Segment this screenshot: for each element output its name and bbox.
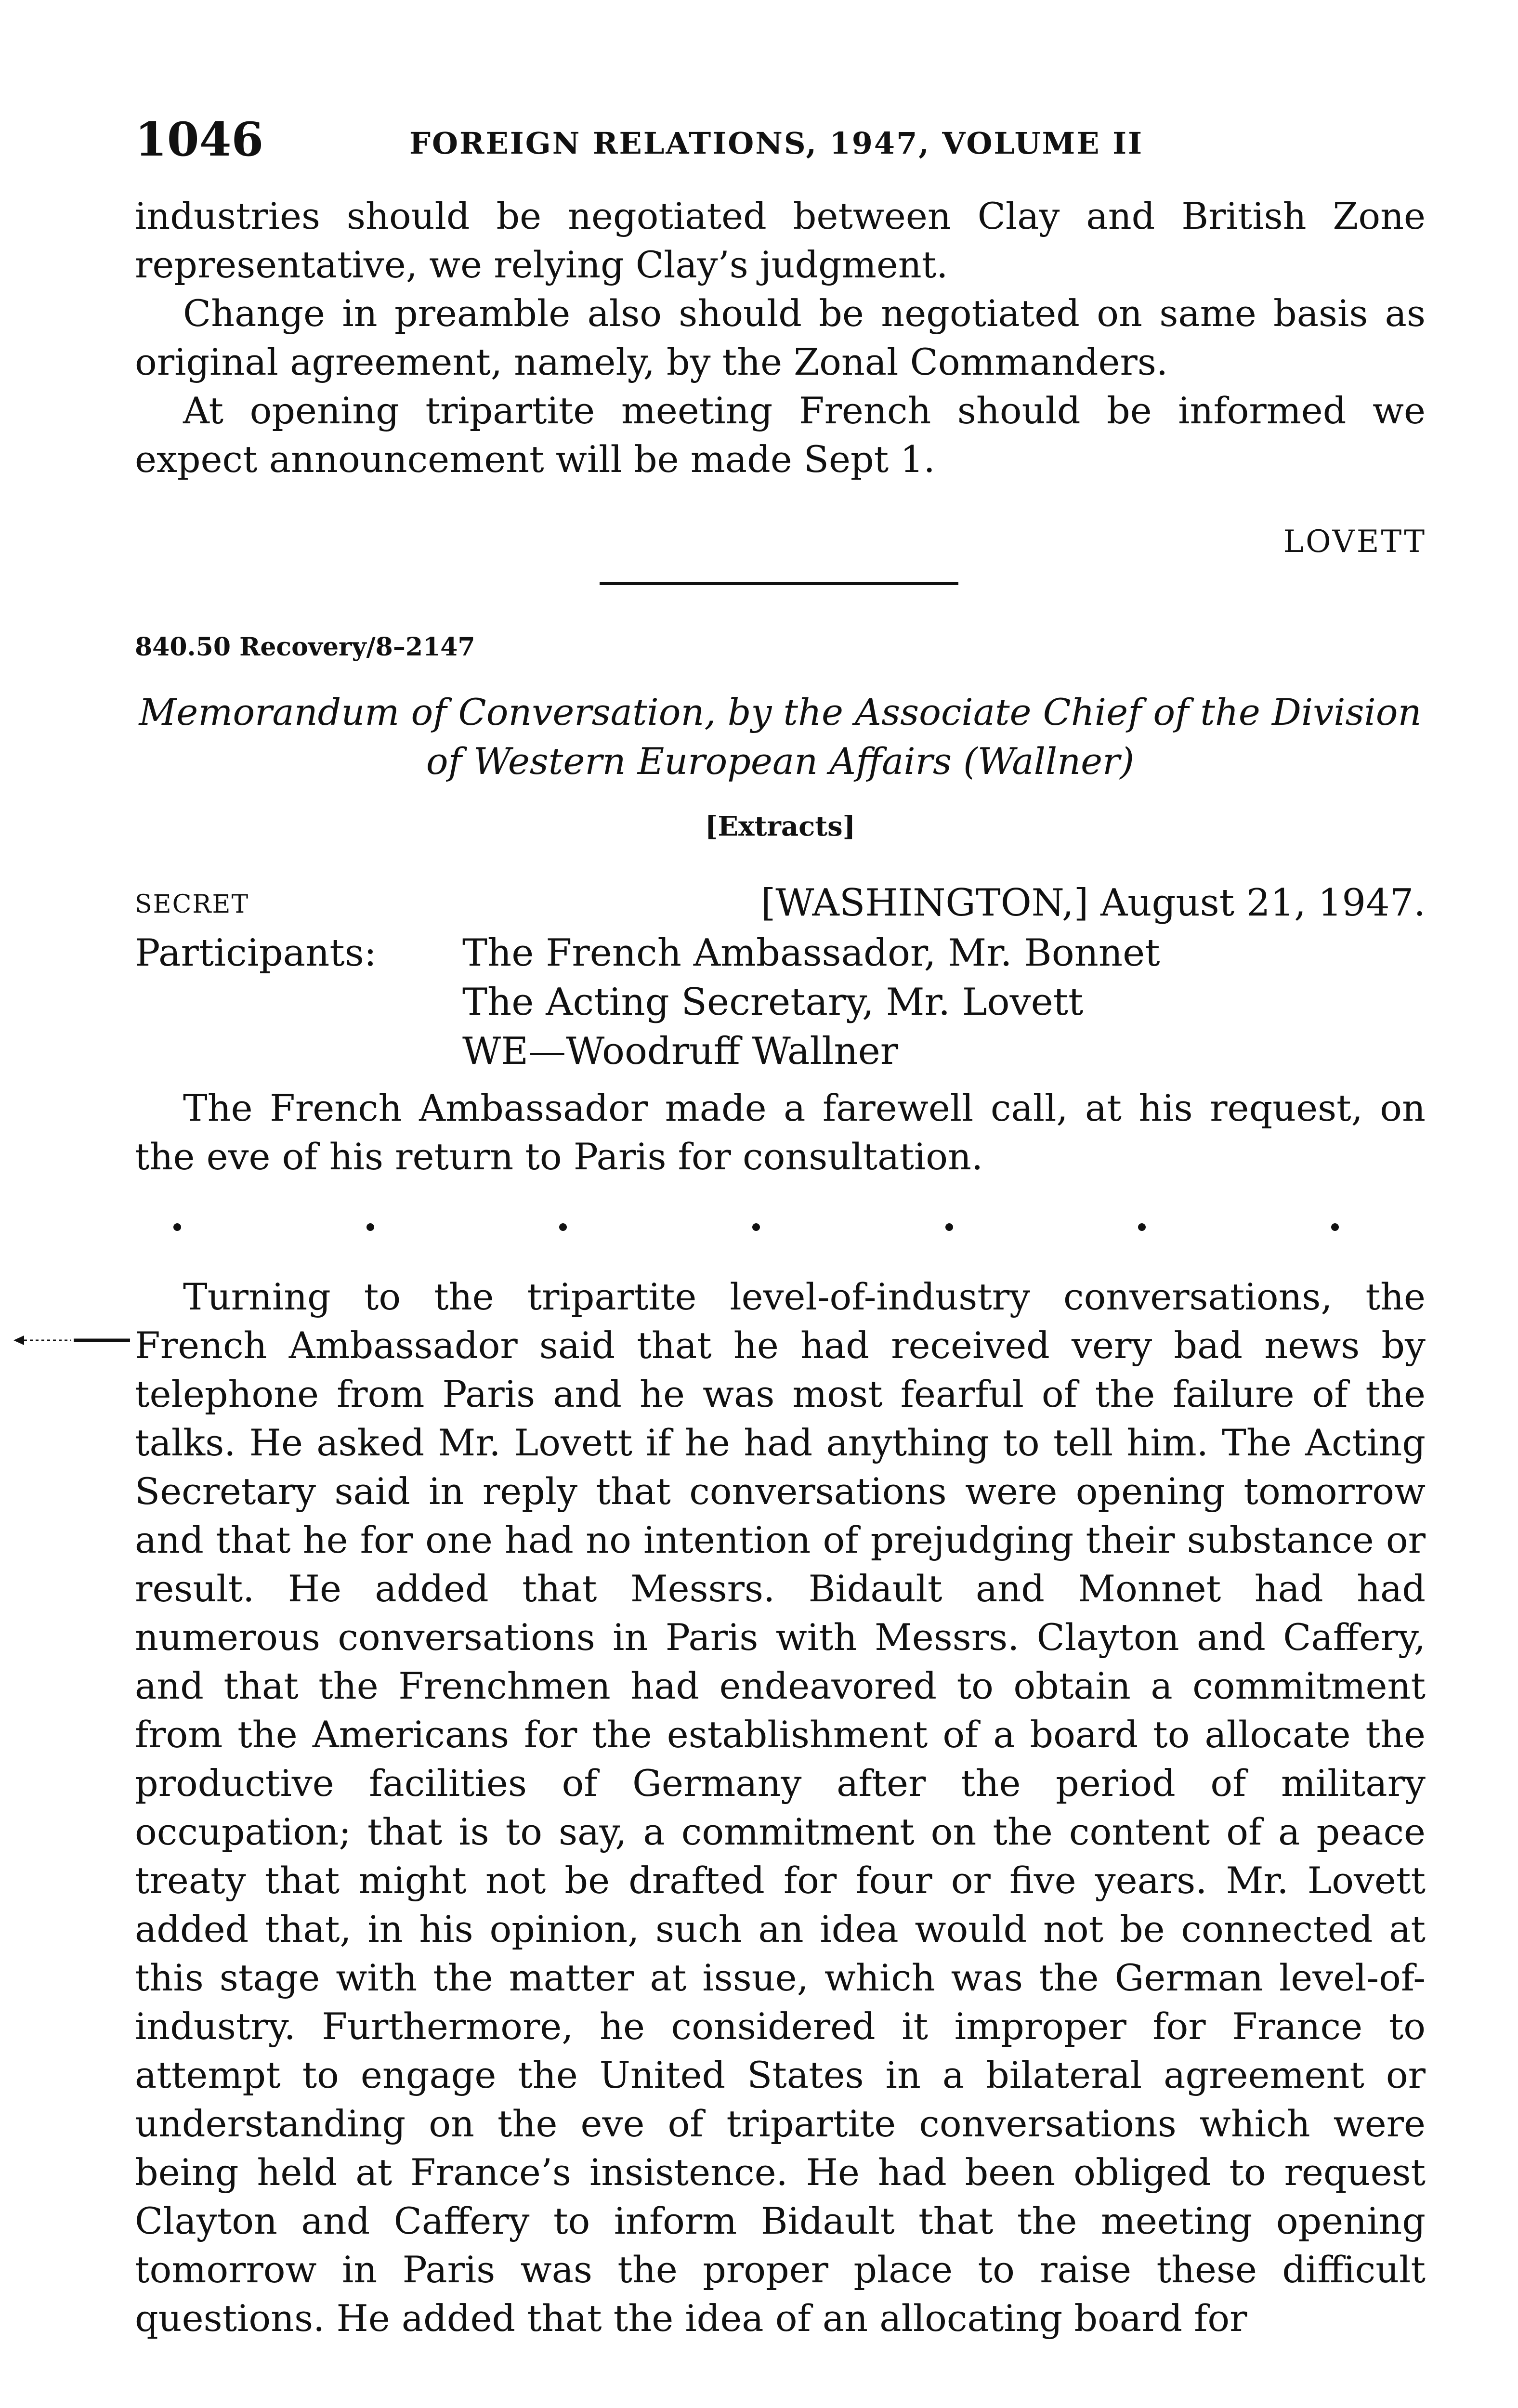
continuation-paragraph-3: At opening tripartite meeting French should be informed we expect announcement will be made Sept 1. <box>135 389 1426 481</box>
memo-title-line-2: of Western European Affairs (Wallner) <box>426 740 1135 783</box>
memo-title-line-1: Memorandum of Conversation, by the Associate Chief of the Division <box>139 691 1422 733</box>
continuation-text <box>135 192 1426 484</box>
section-divider-rule <box>600 582 958 585</box>
ellipsis-dot <box>366 1223 374 1231</box>
continuation-paragraph-1: industries should be negotiated between Clay and British Zone representative, we relying Clay’s judgment. <box>135 195 1426 286</box>
participant-item: The Acting Secretary, Mr. Lovett <box>462 981 1084 1024</box>
ellipsis-dot <box>1138 1223 1146 1231</box>
continuation-paragraph-2: Change in preamble also should be negotiated on same basis as original agreement, namely, by the Zonal Commanders. <box>135 292 1426 383</box>
main-paragraph: Turning to the tripartite level-of-industry conversations, the French Ambassador said that he had received very bad news by telephone from Paris and he was most fearful of the failure of the talks. He asked Mr. Lovett if he had anything to tell him. The Acting Secretary said in reply that conversations were opening tomorrow and that he for one had no intention of prejudging their substance or result. He added that Messrs. Bidault and Monnet had had numerous conversations in Paris with Messrs. Clayton and Caffery, and that the Frenchmen had endeavored to obtain a commitment from the Americans for the establishment of a board to allocate the productive facilities of Germany after the period of military occupation; that is to say, a commitment on the content of a peace treaty that might not be drafted for four or five years. Mr. Lovett added that, in his opinion, such an idea would not be connected at this stage with the matter at issue, which was the German level-of-industry. Furthermore, he considered it improper for France to attempt to engage the United States in a bilateral agreement or understanding on the eve of tripartite conversations which were being held at France’s insistence. He had been obliged to request Clayton and Caffery to inform Bidault that the meeting opening tomorrow in Paris was the proper place to raise these difficult questions. He added that the idea of an allocating board for <box>135 1275 1426 2340</box>
page-header <box>135 111 1426 169</box>
memo-title <box>135 688 1426 786</box>
participants-label: Participants: <box>135 931 377 975</box>
ellipsis-dot <box>752 1223 760 1231</box>
classification-and-date <box>135 879 1426 927</box>
running-head: FOREIGN RELATIONS, 1947, VOLUME II <box>409 126 1144 161</box>
main-text <box>135 1272 1426 2343</box>
omission-ellipsis <box>173 1208 1339 1246</box>
participant-item: The French Ambassador, Mr. Bonnet <box>462 931 1160 975</box>
participant-item: WE—Woodruff Wallner <box>462 1030 899 1073</box>
dateline: [WASHINGTON,] August 21, 1947. <box>760 881 1426 925</box>
file-number: 840.50 Recovery/8–2147 <box>135 632 475 662</box>
intro-paragraph: The French Ambassador made a farewell call, at his request, on the eve of his return to Paris for consultation. <box>135 1086 1426 1178</box>
page-number: 1046 <box>135 112 264 167</box>
ellipsis-dot <box>559 1223 567 1231</box>
extracts-note: [Extracts] <box>705 811 856 842</box>
ellipsis-dot <box>173 1223 181 1231</box>
classification-label: SECRET <box>135 890 249 919</box>
margin-arrow-icon <box>13 1333 130 1348</box>
ellipsis-dot <box>1331 1223 1339 1231</box>
ellipsis-dot <box>945 1223 953 1231</box>
participant-list <box>462 929 1377 1076</box>
signature-lovett: LOVETT <box>1283 524 1426 560</box>
intro-text <box>135 1084 1426 1181</box>
